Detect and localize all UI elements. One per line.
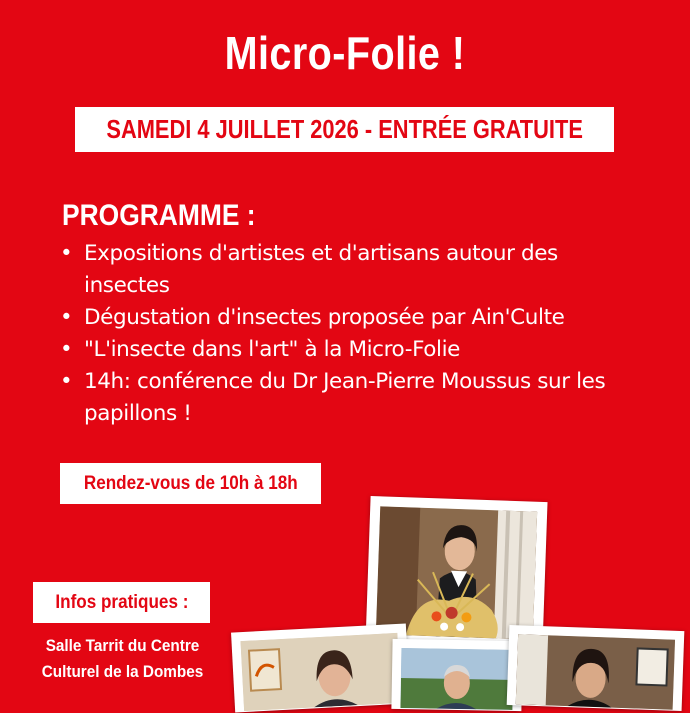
- address-line: Culturel de la Dombes: [41, 662, 204, 681]
- programme-item: • "L'insecte dans l'art" à la Micro-Folie: [60, 334, 640, 366]
- photo-artisan-illustration: [376, 506, 537, 639]
- photo-artist-1-image: [240, 633, 400, 711]
- address-line: Salle Tarrit du Centre: [45, 636, 200, 655]
- photo-artist-2-image: [516, 634, 675, 709]
- photo-speaker: [391, 639, 522, 711]
- photo-artist-2-illustration: [516, 634, 675, 709]
- hours-banner: [60, 463, 321, 504]
- programme-item: • Expositions d'artistes et d'artisans autour des insectes: [60, 238, 640, 302]
- photo-artisan-image: [376, 506, 537, 639]
- date-banner-text: SAMEDI 4 JUILLET 2026 - ENTRÉE GRATUITE: [106, 114, 583, 144]
- programme-heading: PROGRAMME :: [62, 199, 256, 232]
- infos-heading: Infos pratiques :: [54, 591, 189, 613]
- photo-artist-2: [507, 625, 685, 711]
- programme-item: • Dégustation d'insectes proposée par Ain'Culte: [60, 302, 640, 334]
- photo-artist-1-illustration: [240, 633, 400, 711]
- date-banner: [75, 107, 614, 152]
- infos-heading-box: [33, 582, 210, 623]
- photo-speaker-illustration: [400, 648, 513, 710]
- photo-speaker-image: [400, 648, 513, 710]
- hours-banner-text: Rendez-vous de 10h à 18h: [83, 472, 298, 494]
- programme-item: • 14h: conférence du Dr Jean-Pierre Moussus sur les papillons !: [60, 366, 640, 430]
- address: [20, 633, 225, 685]
- photo-artist-1: [231, 623, 410, 712]
- programme-list: [60, 238, 640, 430]
- page-title: Micro-Folie !: [224, 27, 466, 79]
